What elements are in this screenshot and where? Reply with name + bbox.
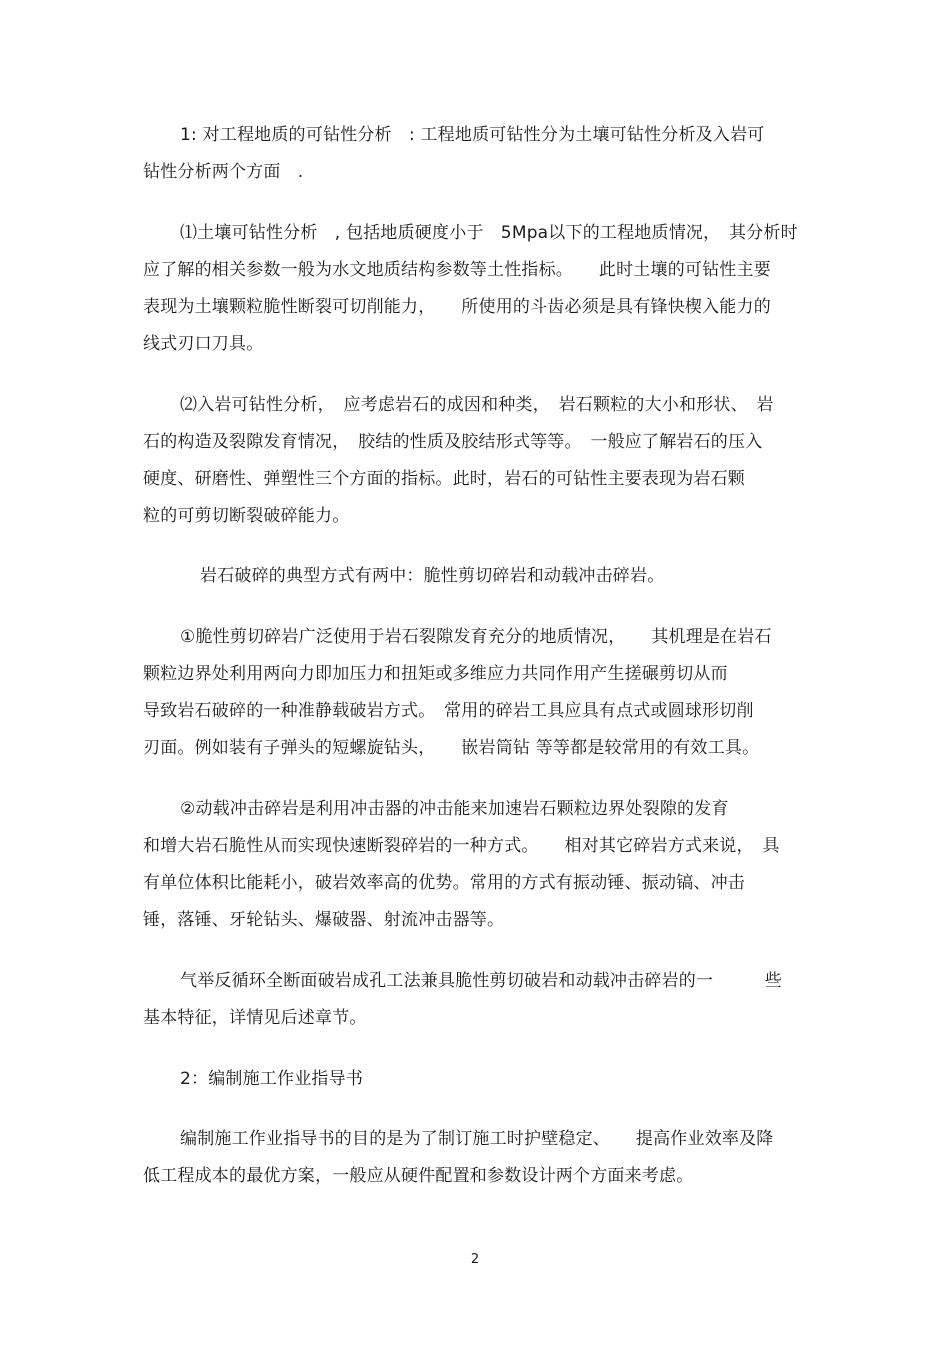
soil-analysis-line-2: 应了解的相关参数一般为水文地质结构参数等土性指标。 此时土壤的可钻性主要 — [143, 260, 771, 280]
rock-analysis-line-2: 石的构造及裂隙发育情况， 胶结的性质及胶结形式等等。 一般应了解岩石的压入 — [143, 432, 763, 452]
rock-analysis-line-1: ⑵入岩可钻性分析， 应考虑岩石的成因和种类， 岩石颗粒的大小和形状、 岩 — [180, 395, 774, 415]
guidebook-purpose-line-1: 编制施工作业指导书的目的是为了制订施工时护壁稳定、 提高作业效率及降 — [180, 1129, 774, 1149]
brittle-shear-line-3: 导致岩石破碎的一种准静载破岩方式。 常用的碎岩工具应具有点式或圆球形切削 — [143, 701, 754, 721]
guidebook-purpose-line-2: 低工程成本的最优方案，一般应从硬件配置和参数设计两个方面来考虑。 — [143, 1166, 694, 1186]
airlift-method-line-1: 气举反循环全断面破岩成孔工法兼具脆性剪切破岩和动载冲击碎岩的一 些 — [180, 971, 782, 991]
rock-breaking-intro: 岩石破碎的典型方式有两中：脆性剪切碎岩和动载冲击碎岩。 — [200, 566, 665, 586]
section-1-heading-line-1: 1: 对工程地质的可钻性分析 : 工程地质可钻性分为土壤可钻性分析及入岩可 — [180, 125, 765, 145]
section-2-heading: 2：编制施工作业指导书 — [180, 1069, 364, 1089]
brittle-shear-line-4: 刃面。例如装有子弹头的短螺旋钻头， 嵌岩筒钻 等等都是较常用的有效工具。 — [143, 738, 760, 758]
impact-breaking-line-2: 和增大岩石脆性从而实现快速断裂碎岩的一种方式。 相对其它碎岩方式来说， 具 — [143, 836, 780, 856]
brittle-shear-line-1: ①脆性剪切碎岩广泛使用于岩石裂隙发育充分的地质情况， 其机理是在岩石 — [180, 627, 772, 647]
page-number: 2 — [470, 1252, 480, 1267]
airlift-method-line-2: 基本特征，详情见后述章节。 — [143, 1008, 367, 1028]
soil-analysis-line-3: 表现为土壤颗粒脆性断裂可切削能力， 所使用的斗齿必须是具有锋快楔入能力的 — [143, 297, 771, 317]
rock-analysis-line-4: 粒的可剪切断裂破碎能力。 — [143, 506, 350, 526]
impact-breaking-line-4: 锤，落锤、牙轮钻头、爆破器、射流冲击器等。 — [143, 910, 505, 930]
section-1-heading-line-2: 钻性分析两个方面 . — [143, 162, 304, 182]
soil-analysis-line-1: ⑴土壤可钻性分析 , 包括地质硬度小于 5Mpa以下的工程地质情况， 其分析时 — [180, 223, 798, 243]
brittle-shear-line-2: 颗粒边界处利用两向力即加压力和扭矩或多维应力共同作用产生搓碾剪切从而 — [143, 664, 728, 684]
rock-analysis-line-3: 硬度、研磨性、弹塑性三个方面的指标。此时，岩石的可钻性主要表现为岩石颗 — [143, 469, 745, 489]
soil-analysis-line-4: 线式刃口刀具。 — [143, 334, 264, 354]
impact-breaking-line-1: ②动载冲击碎岩是利用冲击器的冲击能来加速岩石颗粒边界处裂隙的发育 — [180, 799, 729, 819]
impact-breaking-line-3: 有单位体积比能耗小，破岩效率高的优势。常用的方式有振动锤、振动镐、冲击 — [143, 873, 745, 893]
